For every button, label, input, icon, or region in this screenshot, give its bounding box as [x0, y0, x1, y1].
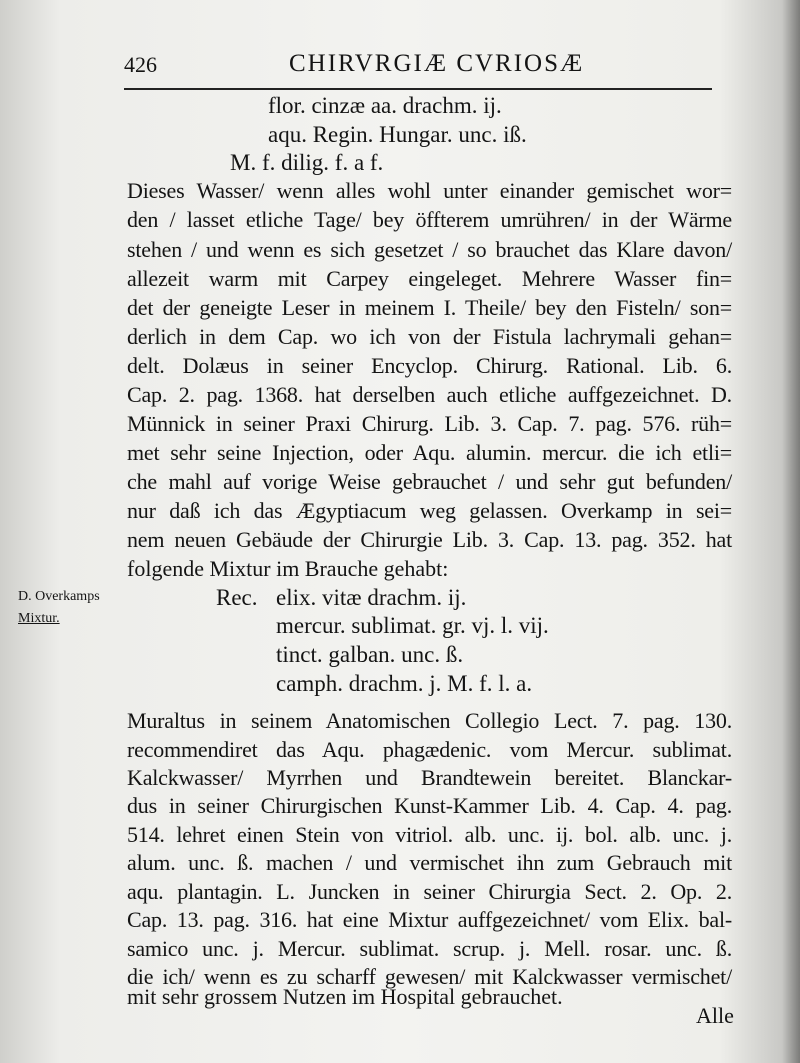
paragraph-line: met sehr seine Injection, oder Aqu. alumin. mercur. die ich etli=	[127, 440, 732, 465]
page-number: 426	[124, 52, 157, 77]
paragraph-line: Cap. 13. pag. 316. hat eine Mixtur auffgezeichnet/ vom Elix. bal-	[127, 907, 732, 932]
paragraph-line: allezeit warm mit Carpey eingeleget. Mehrere Wasser fin=	[127, 266, 732, 291]
recipe-rec-line: elix. vitæ drachm. ij.	[276, 585, 467, 610]
paragraph-line: alum. unc. ß. machen / und vermischet ihn zum Gebrauch mit	[127, 850, 732, 875]
paragraph-line: che mahl auf vorige Weise gebrauchet / und sehr gut befunden/	[127, 469, 732, 494]
paragraph-line: nur daß ich das Ægyptiacum weg gelassen. Overkamp in sei=	[127, 498, 732, 523]
paragraph-line: nem neuen Gebäude der Chirurgie Lib. 3. Cap. 13. pag. 352. hat	[127, 527, 732, 552]
paragraph-line: Münnick in seiner Praxi Chirurg. Lib. 3. Cap. 7. pag. 576. rüh=	[127, 411, 732, 436]
running-title: CHIRVRGIÆ CVRIOSÆ	[289, 50, 585, 77]
margin-note: Mixtur.	[18, 611, 60, 626]
paragraph-line: samico unc. j. Mercur. sublimat. scrup. j. Mell. rosar. unc. ß.	[127, 936, 732, 961]
paragraph-line: folgende Mixtur im Brauche gehabt:	[127, 556, 449, 581]
header-rule	[124, 88, 712, 90]
paragraph-line: aqu. plantagin. L. Juncken in seiner Chirurgia Sect. 2. Op. 2.	[127, 879, 732, 904]
paragraph-line: Cap. 2. pag. 1368. hat derselben auch etliche auffgezeichnet. D.	[127, 382, 732, 407]
recipe-top-line: aqu. Regin. Hungar. unc. iß.	[268, 122, 527, 147]
paragraph-line: Kalckwasser/ Myrrhen und Brandtewein bereitet. Blanckar-	[127, 765, 732, 790]
paragraph-line: den / lasset etliche Tage/ bey öffterem umrühren/ in der Wärme	[127, 207, 732, 232]
paragraph-line: dus in seiner Chirurgischen Kunst-Kammer Lib. 4. Cap. 4. pag.	[127, 793, 732, 818]
recipe-rec-line: mercur. sublimat. gr. vj. l. vij.	[276, 613, 549, 638]
paragraph-line: delt. Dolæus in seiner Encyclop. Chirurg. Rational. Lib. 6.	[127, 353, 732, 378]
recipe-rec-line: camph. drachm. j. M. f. l. a.	[276, 671, 533, 696]
paragraph-line: recommendiret das Aqu. phagædenic. vom Mercur. sublimat.	[127, 737, 732, 762]
paragraph-line: 514. lehret einen Stein von vitriol. alb. unc. ij. bol. alb. unc. j.	[127, 822, 732, 847]
catchword: Alle	[696, 1003, 734, 1028]
bottom-margin	[0, 1040, 800, 1063]
paragraph-line: det der geneigte Leser in meinem I. Theile/ bey den Fisteln/ son=	[127, 295, 732, 320]
paragraph-line: mit sehr grossem Nutzen im Hospital gebrauchet.	[127, 984, 563, 1009]
running-header	[124, 48, 712, 82]
margin-note: D. Overkamps	[18, 589, 100, 604]
paragraph-line: Dieses Wasser/ wenn alles wohl unter einander gemischet wor=	[127, 178, 732, 203]
paragraph-line: stehen / und wenn es sich gesetzet / so brauchet das Klare davon/	[127, 237, 732, 262]
recipe-rec-line: tinct. galban. unc. ß.	[276, 642, 464, 667]
recipe-rec-label: Rec.	[216, 585, 258, 610]
paragraph-line: derlich in dem Cap. wo ich von der Fistula lachrymali gehan=	[127, 324, 732, 349]
recipe-top-line: M. f. dilig. f. a f.	[230, 150, 384, 175]
page-spine-shadow	[782, 0, 800, 1063]
recipe-top-line: flor. cinzæ aa. drachm. ij.	[268, 93, 502, 118]
paragraph-line: Muraltus in seinem Anatomischen Collegio Lect. 7. pag. 130.	[127, 708, 732, 733]
paragraph-line: die ich/ wenn es zu scharff gewesen/ mit Kalckwasser vermischet/	[127, 964, 732, 989]
